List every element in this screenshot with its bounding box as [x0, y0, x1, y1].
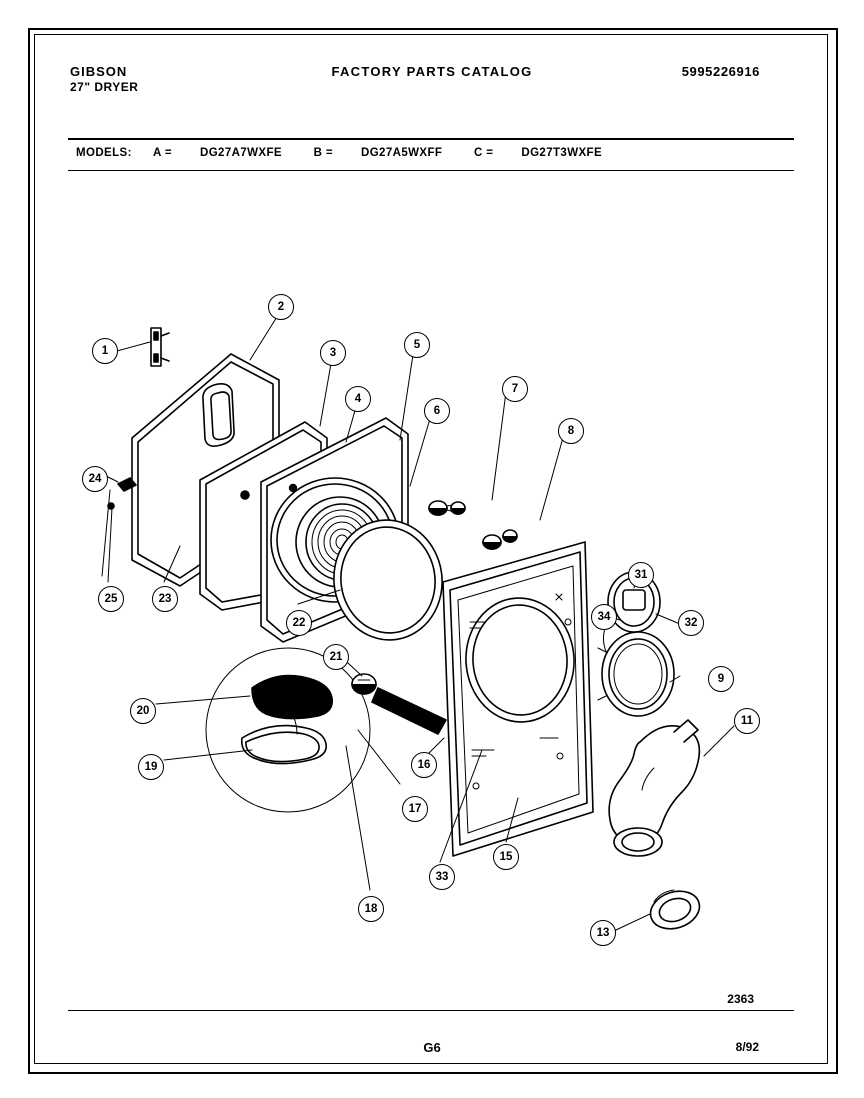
- callout-marker[interactable]: 22: [286, 610, 312, 636]
- model-a-value: DG27A7WXFE: [200, 147, 282, 159]
- footer-divider: [68, 1010, 794, 1011]
- callout-marker[interactable]: 16: [411, 752, 437, 778]
- callout-marker[interactable]: 2: [268, 294, 294, 320]
- callout-marker[interactable]: 24: [82, 466, 108, 492]
- part-exhaust-duct: [609, 720, 699, 856]
- model-b-key: B =: [313, 147, 333, 159]
- revision-date: 8/92: [735, 1040, 759, 1054]
- part-door-catch-detail: [206, 648, 370, 812]
- models-divider: [68, 170, 794, 171]
- callout-marker[interactable]: 20: [130, 698, 156, 724]
- callout-marker[interactable]: 13: [590, 920, 616, 946]
- models-row: [76, 147, 630, 159]
- callout-marker[interactable]: 15: [493, 844, 519, 870]
- page-number: G6: [423, 1040, 441, 1055]
- callout-marker[interactable]: 34: [591, 604, 617, 630]
- callout-marker[interactable]: 8: [558, 418, 584, 444]
- brand-subtitle: 27" DRYER: [70, 80, 139, 94]
- catalog-part-number: 5995226916: [681, 64, 760, 79]
- callout-marker[interactable]: 7: [502, 376, 528, 402]
- part-duct-ring: [598, 632, 674, 716]
- part-door-clip: [102, 478, 136, 576]
- callout-marker[interactable]: 17: [402, 796, 428, 822]
- figure-number: 2363: [727, 992, 754, 1006]
- callout-marker[interactable]: 11: [734, 708, 760, 734]
- model-c-key: C =: [473, 147, 494, 159]
- model-c-value: DG27T3WXFE: [521, 147, 603, 159]
- models-label: MODELS:: [76, 147, 132, 159]
- callout-marker[interactable]: 21: [323, 644, 349, 670]
- part-front-panel: [443, 542, 593, 856]
- model-a-key: A =: [153, 147, 172, 159]
- callout-marker[interactable]: 19: [138, 754, 164, 780]
- callout-marker[interactable]: 32: [678, 610, 704, 636]
- page-title: FACTORY PARTS CATALOG: [331, 64, 533, 79]
- callout-marker[interactable]: 33: [429, 864, 455, 890]
- callout-marker[interactable]: 3: [320, 340, 346, 366]
- callout-marker[interactable]: 6: [424, 398, 450, 424]
- header-divider: [68, 138, 794, 140]
- part-hinge: [151, 328, 169, 366]
- model-b-value: DG27A5WXFF: [361, 147, 443, 159]
- callout-marker[interactable]: 4: [345, 386, 371, 412]
- part-grommet: [646, 885, 705, 935]
- parts-diagram: [40, 190, 824, 990]
- callout-marker[interactable]: 25: [98, 586, 124, 612]
- callout-marker[interactable]: 1: [92, 338, 118, 364]
- part-screws: [429, 501, 517, 549]
- callout-marker[interactable]: 23: [152, 586, 178, 612]
- callout-marker[interactable]: 9: [708, 666, 734, 692]
- brand-name: GIBSON: [70, 64, 128, 79]
- callout-marker[interactable]: 18: [358, 896, 384, 922]
- callout-marker[interactable]: 5: [404, 332, 430, 358]
- callout-marker[interactable]: 31: [628, 562, 654, 588]
